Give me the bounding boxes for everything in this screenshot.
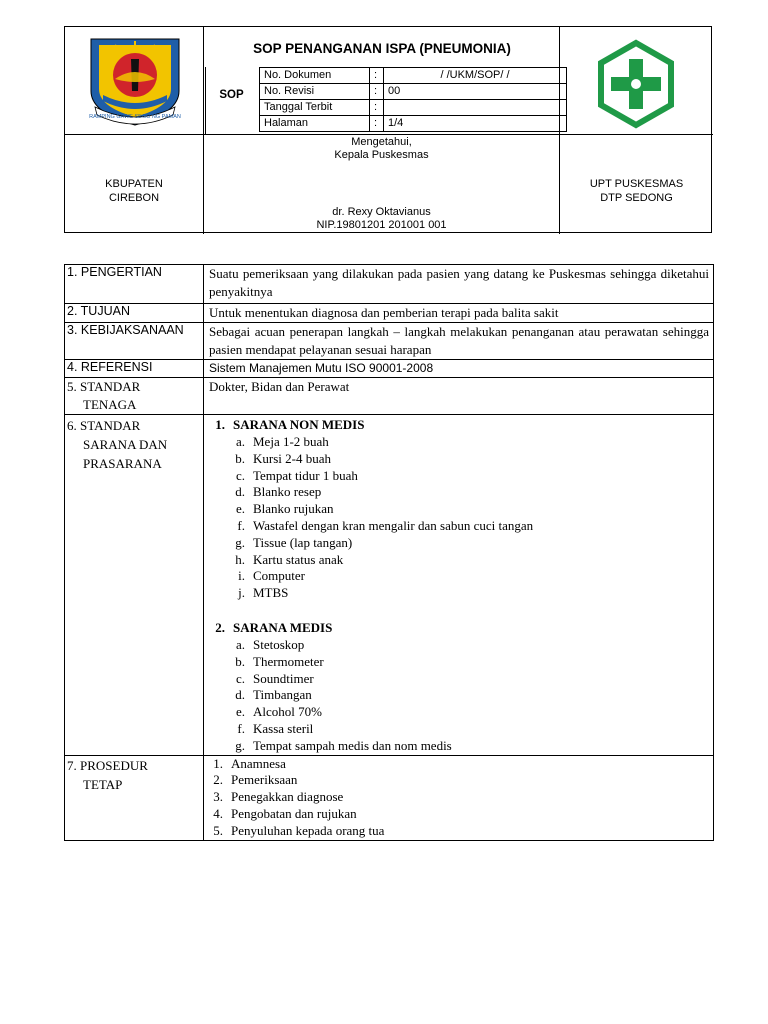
seal-motto: RAMPING GAWE SEGO NG PAMAN [89, 114, 181, 120]
puskesmas-logo [591, 39, 681, 134]
list-item [231, 434, 709, 451]
meta-separator: : [370, 116, 384, 132]
list-marker: d. [235, 484, 245, 500]
meta-row [260, 100, 567, 116]
meta-label: Halaman [260, 116, 370, 132]
table-row [65, 360, 714, 378]
meta-value [384, 100, 567, 116]
list-text: Thermometer [253, 653, 324, 669]
step-text: Pemeriksaan [231, 772, 298, 788]
row-content: Suatu pemeriksaan yang dilakukan pada pasien yang datang ke Puskesmas sehingga diketahui penyakitnya [204, 265, 714, 304]
regency-name: KBUPATEN CIREBON [105, 178, 163, 204]
list-text: Kartu status anak [253, 551, 344, 567]
step-number: 4. [213, 805, 223, 821]
document-title: SOP PENANGANAN ISPA (PNEUMONIA) [253, 41, 511, 56]
approver-nip: NIP.19801201 201001 001 [316, 219, 447, 231]
label-line: 7. PROSEDUR [67, 757, 148, 773]
meta-separator: : [370, 100, 384, 116]
sop-label: SOP [219, 89, 244, 101]
list-marker: e. [235, 501, 245, 517]
list-item [231, 671, 709, 688]
procedure-content [204, 755, 714, 840]
list-item [231, 654, 709, 671]
row-content: Untuk menentukan diagnosa dan pemberian terapi pada balita sakit [204, 304, 714, 323]
table-row [65, 378, 714, 415]
row-label: 4. REFERENSI [65, 360, 204, 378]
meta-label: No. Revisi [260, 84, 370, 100]
table-row [65, 755, 714, 840]
list-marker: h. [235, 551, 245, 567]
list-item [231, 552, 709, 569]
step-number: 3. [213, 789, 223, 805]
label-line: 6. STANDAR [67, 418, 141, 433]
institution-name: UPT PUSKESMAS DTP SEDONG [589, 178, 684, 204]
list-marker: b. [235, 653, 245, 669]
procedure-step [209, 823, 709, 840]
list-item [231, 738, 709, 755]
procedure-step [209, 806, 709, 823]
row-content: Sebagai acuan penerapan langkah – langkah melakukan penanganan atau perawatan sehingga pasien mendapat pelayanan sesuai harapan [204, 323, 714, 360]
list-text: Timbangan [253, 687, 312, 703]
list-text: Wastafel dengan kran mengalir dan sabun cuci tangan [253, 517, 534, 533]
meta-value: 1/4 [384, 116, 567, 132]
step-number: 2. [213, 772, 223, 788]
list-item [231, 568, 709, 585]
step-number: 1. [213, 755, 223, 771]
procedure-step [209, 772, 709, 789]
list-marker: g. [235, 737, 245, 753]
list-item [231, 451, 709, 468]
table-row [65, 415, 714, 756]
document-header [64, 26, 712, 233]
divider [65, 134, 713, 135]
row-label [65, 755, 204, 840]
list-item [231, 484, 709, 501]
sop-content-table [64, 264, 714, 841]
divider [203, 27, 204, 234]
list-marker: c. [235, 670, 245, 686]
list-text: Soundtimer [253, 670, 314, 686]
row-label [65, 378, 204, 415]
list-text: Tempat sampah medis dan nom medis [253, 737, 452, 753]
approval-line-1: Mengetahui, [351, 136, 412, 148]
label-line: PRASARANA [83, 456, 162, 471]
step-text: Pengobatan dan rujukan [231, 805, 357, 821]
medical-list [209, 637, 709, 755]
label-line: TENAGA [83, 397, 137, 412]
meta-label: Tanggal Terbit [260, 100, 370, 116]
table-row [65, 323, 714, 360]
procedure-step [209, 789, 709, 806]
approval-line-2: Kepala Puskesmas [334, 149, 429, 161]
facilities-content [204, 415, 714, 756]
section-number: 2. [215, 619, 225, 635]
document-meta-table [259, 67, 567, 132]
row-content: Sistem Manajemen Mutu ISO 90001-2008 [204, 360, 714, 378]
cirebon-regency-seal [85, 35, 185, 134]
list-text: Computer [253, 568, 305, 584]
label-line: TETAP [83, 776, 123, 792]
meta-label: No. Dokumen [260, 68, 370, 84]
row-label: 3. KEBIJAKSANAAN [65, 323, 204, 360]
row-label [65, 415, 204, 756]
label-line: 5. STANDAR [67, 379, 141, 394]
approver-name: dr. Rexy Oktavianus [332, 206, 431, 218]
list-item [231, 687, 709, 704]
list-marker: g. [235, 534, 245, 550]
section-title: SARANA MEDIS [233, 619, 333, 635]
list-item [231, 637, 709, 654]
list-text: Stetoskop [253, 636, 305, 652]
list-item [231, 518, 709, 535]
list-text: Tissue (lap tangan) [253, 534, 353, 550]
list-text: Kursi 2-4 buah [253, 450, 331, 466]
meta-value: 00 [384, 84, 567, 100]
step-number: 5. [213, 822, 223, 838]
step-text: Anamnesa [231, 755, 286, 771]
list-marker: f. [237, 720, 245, 736]
list-text: MTBS [253, 585, 289, 601]
list-item [231, 501, 709, 518]
list-item [231, 535, 709, 552]
label-line: SARANA DAN [83, 437, 168, 452]
table-row [65, 304, 714, 323]
list-text: Tempat tidur 1 buah [253, 467, 358, 483]
list-marker: j. [238, 585, 245, 601]
list-text: Blanko rujukan [253, 501, 334, 517]
list-marker: a. [235, 434, 245, 449]
spacer [209, 602, 709, 619]
list-text: Blanko resep [253, 484, 322, 500]
list-marker: c. [235, 467, 245, 483]
step-text: Penyuluhan kepada orang tua [231, 822, 385, 838]
section-title: SARANA NON MEDIS [233, 417, 365, 432]
meta-row [260, 84, 567, 100]
list-text: Alcohol 70% [253, 704, 322, 720]
procedure-step [209, 756, 709, 773]
list-marker: e. [235, 704, 245, 720]
row-label: 1. PENGERTIAN [65, 265, 204, 304]
meta-row [260, 116, 567, 132]
section-number: 1. [215, 417, 225, 432]
list-item [231, 721, 709, 738]
row-label: 2. TUJUAN [65, 304, 204, 323]
non-medical-list [209, 434, 709, 602]
list-item [231, 704, 709, 721]
meta-value: / /UKM/SOP/ / [384, 68, 567, 84]
row-content: Dokter, Bidan dan Perawat [204, 378, 714, 415]
section-heading [209, 619, 709, 637]
list-marker: a. [235, 636, 245, 652]
list-marker: b. [235, 450, 245, 466]
meta-row [260, 68, 567, 84]
list-marker: d. [235, 687, 245, 703]
list-item [231, 585, 709, 602]
section-heading [209, 416, 709, 434]
list-marker: f. [237, 517, 245, 533]
step-text: Penegakkan diagnose [231, 789, 344, 805]
list-text: Meja 1-2 buah [253, 434, 329, 449]
list-item [231, 468, 709, 485]
meta-separator: : [370, 68, 384, 84]
meta-separator: : [370, 84, 384, 100]
list-marker: i. [238, 568, 245, 584]
table-row [65, 265, 714, 304]
list-text: Kassa steril [253, 720, 314, 736]
